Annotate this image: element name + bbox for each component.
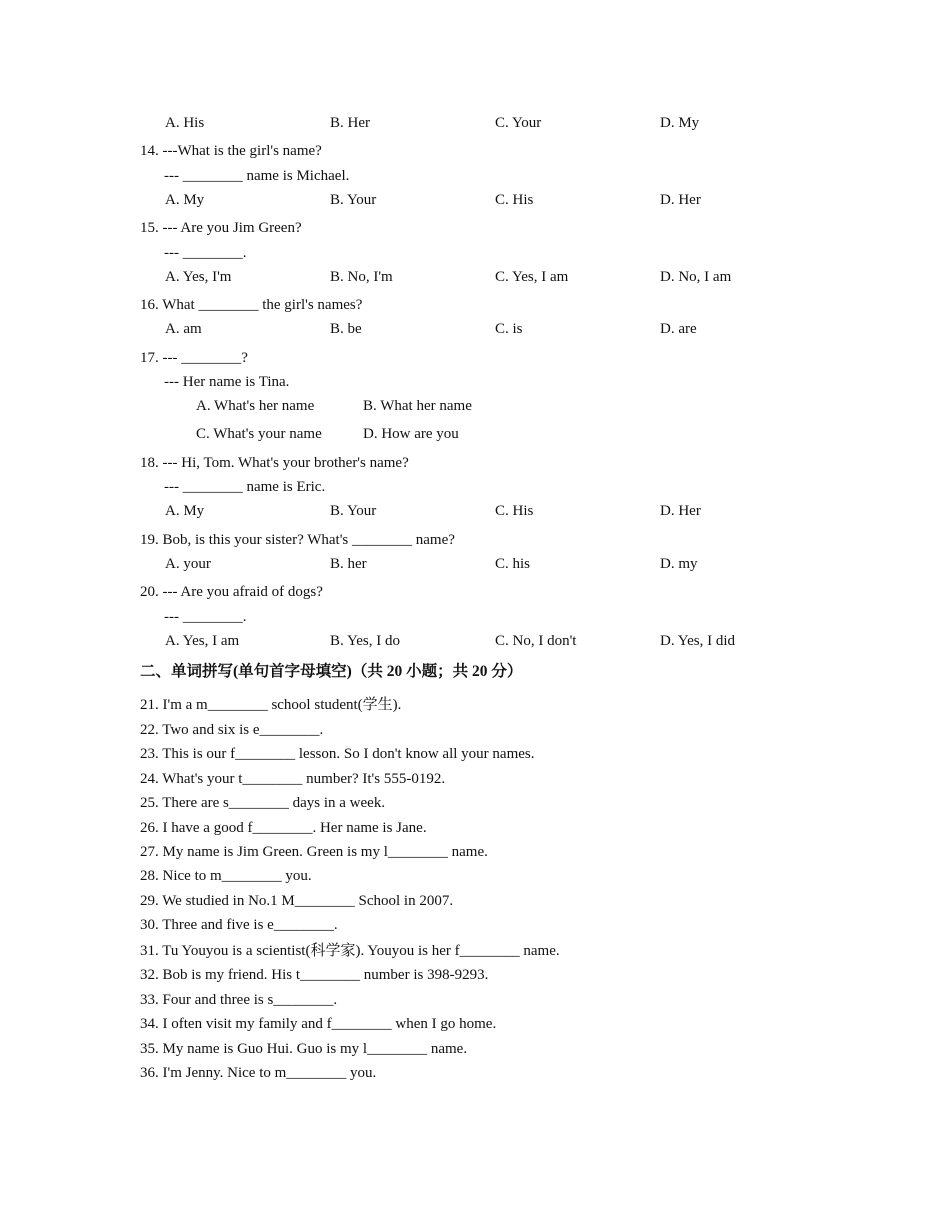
q16-stem: 16. What ________ the girl's names? bbox=[140, 297, 363, 313]
q20-stem: 20. --- Are you afraid of dogs? bbox=[140, 584, 323, 600]
q14-option-d: D. Her bbox=[660, 192, 701, 208]
spelling-item-28: 28. Nice to m________ you. bbox=[140, 868, 312, 884]
q16-option-d: D. are bbox=[660, 321, 697, 337]
q20-option-b: B. Yes, I do bbox=[330, 633, 401, 649]
spelling-item-21: 21. I'm a m________ school student(学生). bbox=[140, 697, 402, 713]
q20-option-d: D. Yes, I did bbox=[660, 633, 736, 649]
q17-option-c: C. What's your name bbox=[196, 426, 322, 442]
q14-answer: --- ________ name is Michael. bbox=[164, 168, 350, 184]
spelling-item-29: 29. We studied in No.1 M________ School in 2007. bbox=[140, 893, 454, 909]
spelling-item-31: 31. Tu Youyou is a scientist(科学家). Youyou is her f________ name. bbox=[140, 943, 560, 959]
spelling-item-23: 23. This is our f________ lesson. So I don't know all your names. bbox=[140, 746, 535, 762]
spelling-item-34: 34. I often visit my family and f________ when I go home. bbox=[140, 1016, 497, 1032]
q15-stem: 15. --- Are you Jim Green? bbox=[140, 220, 302, 236]
q19-option-b: B. her bbox=[330, 556, 367, 572]
q20-option-a: A. Yes, I am bbox=[165, 633, 240, 649]
spelling-item-33: 33. Four and three is s________. bbox=[140, 992, 338, 1008]
q18-option-a: A. My bbox=[165, 503, 205, 519]
q17-option-a: A. What's her name bbox=[196, 398, 315, 414]
q13-option-c: C. Your bbox=[495, 115, 542, 131]
q15-option-a: A. Yes, I'm bbox=[165, 269, 232, 285]
q17-answer: --- Her name is Tina. bbox=[164, 374, 290, 390]
q16-option-b: B. be bbox=[330, 321, 362, 337]
spelling-item-22: 22. Two and six is e________. bbox=[140, 722, 324, 738]
spelling-item-30: 30. Three and five is e________. bbox=[140, 917, 338, 933]
spelling-item-36: 36. I'm Jenny. Nice to m________ you. bbox=[140, 1065, 377, 1081]
q17-option-b: B. What her name bbox=[363, 398, 472, 414]
q15-answer: --- ________. bbox=[164, 245, 247, 261]
spelling-item-27: 27. My name is Jim Green. Green is my l________ name. bbox=[140, 844, 488, 860]
q16-option-a: A. am bbox=[165, 321, 202, 337]
q19-option-a: A. your bbox=[165, 556, 211, 572]
q16-option-c: C. is bbox=[495, 321, 523, 337]
q14-option-c: C. His bbox=[495, 192, 534, 208]
q17-option-d: D. How are you bbox=[363, 426, 459, 442]
q19-stem: 19. Bob, is this your sister? What's ________ name? bbox=[140, 532, 455, 548]
q14-option-a: A. My bbox=[165, 192, 205, 208]
q15-option-d: D. No, I am bbox=[660, 269, 732, 285]
q18-stem: 18. --- Hi, Tom. What's your brother's name? bbox=[140, 455, 409, 471]
q18-option-b: B. Your bbox=[330, 503, 377, 519]
q15-option-c: C. Yes, I am bbox=[495, 269, 569, 285]
q13-option-d: D. My bbox=[660, 115, 700, 131]
q14-stem: 14. ---What is the girl's name? bbox=[140, 143, 322, 159]
q18-answer: --- ________ name is Eric. bbox=[164, 479, 326, 495]
spelling-item-25: 25. There are s________ days in a week. bbox=[140, 795, 386, 811]
q20-answer: --- ________. bbox=[164, 609, 247, 625]
q18-option-d: D. Her bbox=[660, 503, 701, 519]
q17-stem: 17. --- ________? bbox=[140, 350, 248, 366]
spelling-item-35: 35. My name is Guo Hui. Guo is my l________ name. bbox=[140, 1041, 468, 1057]
q15-option-b: B. No, I'm bbox=[330, 269, 393, 285]
q18-option-c: C. His bbox=[495, 503, 534, 519]
q13-option-a: A. His bbox=[165, 115, 205, 131]
q14-option-b: B. Your bbox=[330, 192, 377, 208]
spelling-item-32: 32. Bob is my friend. His t________ number is 398-9293. bbox=[140, 967, 489, 983]
q19-option-d: D. my bbox=[660, 556, 698, 572]
section-2-heading: 二、单词拼写(单句首字母填空)（共 20 小题；共 20 分） bbox=[140, 663, 523, 680]
q20-option-c: C. No, I don't bbox=[495, 633, 577, 649]
spelling-item-24: 24. What's your t________ number? It's 555-0192. bbox=[140, 771, 446, 787]
q13-option-b: B. Her bbox=[330, 115, 370, 131]
spelling-item-26: 26. I have a good f________. Her name is Jane. bbox=[140, 820, 427, 836]
q19-option-c: C. his bbox=[495, 556, 531, 572]
